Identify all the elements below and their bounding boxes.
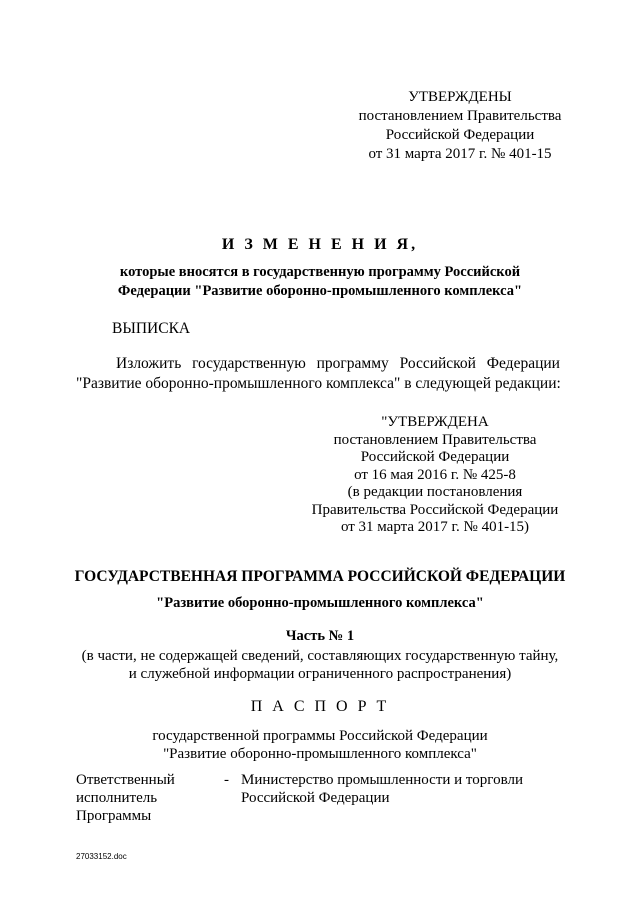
paragraph-word: государственную — [192, 355, 306, 372]
part-note-line: и служебной информации ограниченного распространения) — [128, 666, 512, 682]
responsible-value — [241, 771, 523, 807]
approval-line: Российской Федерации — [385, 127, 535, 143]
changes-subtitle-line: Федерации "Развитие оборонно-промышленного комплекса" — [117, 283, 523, 299]
passport-subtitle — [0, 727, 640, 763]
passport-title: П А С П О Р Т — [250, 698, 390, 715]
responsible-label-line: исполнитель — [76, 790, 158, 806]
changes-title: И З М Е Н Е Н И Я, — [221, 236, 419, 253]
responsible-label-line: Программы — [76, 808, 152, 824]
paragraph-line: "Развитие оборонно-промышленного комплекса" в следующей редакции: — [76, 375, 561, 392]
paragraph-word: программу — [316, 355, 389, 372]
instruction-paragraph — [76, 354, 560, 394]
responsible-value-line: Министерство промышленности и торговли — [241, 772, 523, 788]
paragraph-word: Изложить — [116, 355, 182, 372]
changes-subtitle-line: которые вносятся в государственную программу Российской — [119, 264, 521, 280]
approval2-line: Российской Федерации — [360, 449, 510, 465]
part-note — [40, 647, 600, 683]
changes-subtitle — [40, 263, 600, 301]
approval2-title: "УТВЕРЖДЕНА — [381, 414, 489, 430]
paragraph-word: Федерации — [486, 355, 560, 372]
passport-subtitle-line: государственной программы Российской Федерации — [152, 728, 488, 744]
approval-title: УТВЕРЖДЕНЫ — [408, 89, 512, 105]
approval2-line: постановлением Правительства — [333, 431, 537, 448]
approval2-line: (в редакции постановления — [347, 484, 523, 500]
footer-filename: 27033152.doc — [76, 852, 127, 861]
part-note-line: (в части, не содержащей сведений, составляющих государственную тайну, — [81, 648, 559, 664]
passport-subtitle-line: "Развитие оборонно-промышленного комплекса" — [163, 746, 477, 762]
approval-line: постановлением Правительства — [358, 108, 562, 124]
program-subtitle: "Развитие оборонно-промышленного комплекса" — [156, 595, 484, 611]
approval-date: от 31 марта 2017 г. № 401-15 — [368, 146, 552, 162]
responsible-dash: - — [224, 772, 229, 788]
paragraph-word: Российской — [399, 355, 476, 372]
responsible-label-line: Ответственный — [76, 772, 175, 788]
approval2-line: от 16 мая 2016 г. № 425-8 — [354, 466, 516, 483]
responsible-label — [76, 771, 175, 825]
program-title: ГОСУДАРСТВЕННАЯ ПРОГРАММА РОССИЙСКОЙ ФЕДЕРАЦИИ — [74, 568, 566, 585]
approval2-stamp — [290, 414, 580, 537]
approval-stamp — [330, 88, 590, 164]
part-title: Часть № 1 — [285, 628, 355, 644]
responsible-value-line: Российской Федерации — [241, 790, 390, 806]
paragraph-line — [76, 354, 560, 374]
approval2-line: Правительства Российской Федерации — [311, 501, 559, 518]
excerpt-label: ВЫПИСКА — [112, 320, 191, 337]
approval2-line: от 31 марта 2017 г. № 401-15) — [340, 519, 530, 535]
